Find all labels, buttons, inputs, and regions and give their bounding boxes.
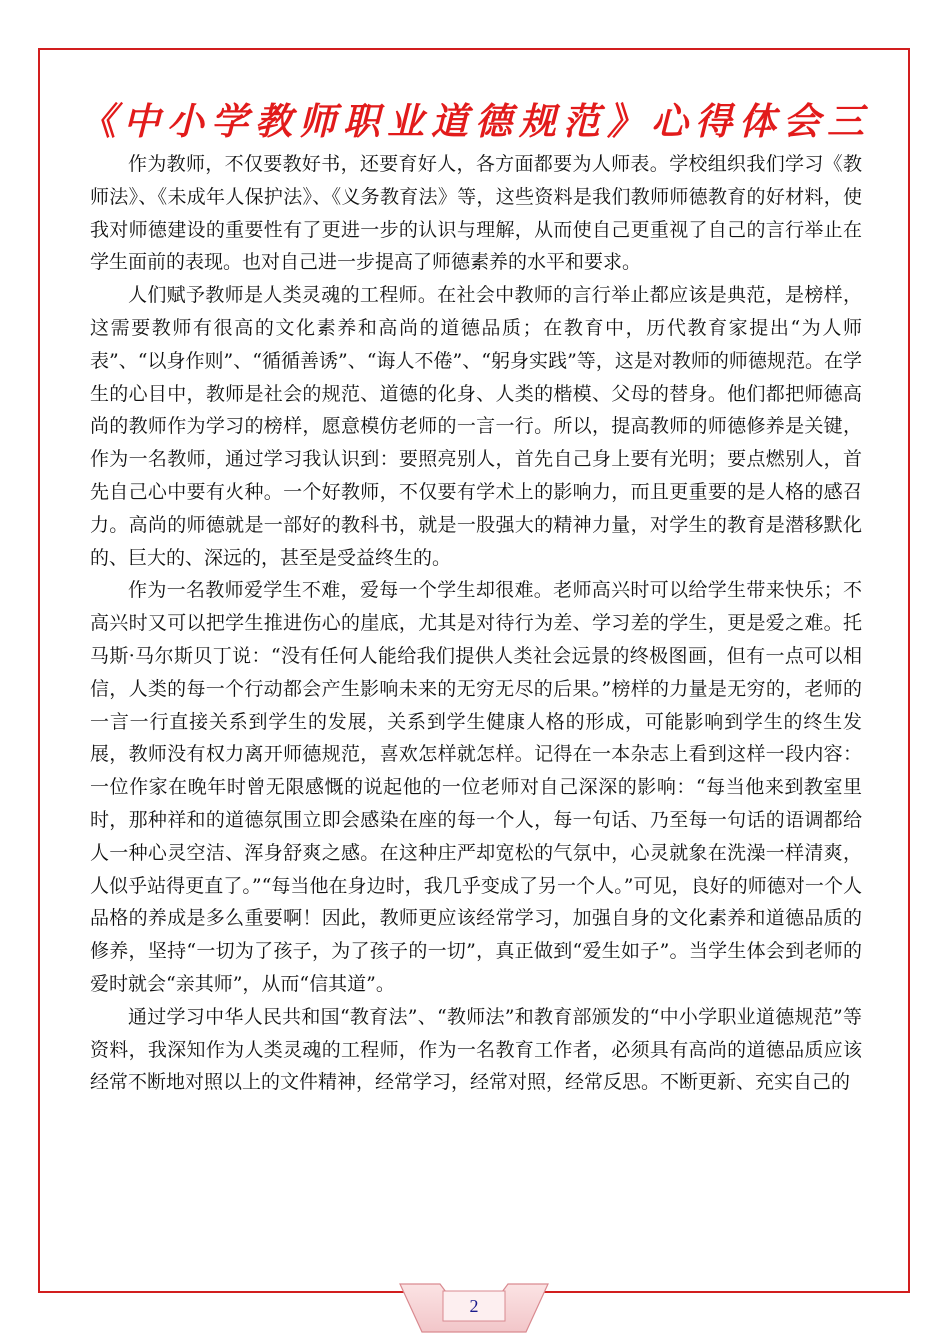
paragraph-2: 人们赋予教师是人类灵魂的工程师。在社会中教师的言行举止都应该是典范，是榜样，这需要教师有很高的文化素养和高尚的道德品质；在教育中，历代教育家提出“为人师表”、“以身作则”、“循循善诱”、“诲人不倦”、“躬身实践”等，这是对教师的师德规范。在学生的心目中，教师是社会的规范、道德的化身、人类的楷模、父母的替身。他们都把师德高尚的教师作为学习的榜样，愿意模仿老师的一言一行。所以，提高教师的师德修养是关键，作为一名教师，通过学习我认识到：要照亮别人，首先自己身上要有光明；要点燃别人，首先自己心中要有火种。一个好教师，不仅要有学术上的影响力，而且更重要的是人格的感召力。高尚的师德就是一部好的教科书，就是一股强大的精神力量，对学生的教育是潜移默化的、巨大的、深远的，甚至是受益终生的。 [90,284,862,569]
paragraph-1: 作为教师，不仅要教好书，还要育好人，各方面都要为人师表。学校组织我们学习《教师法》、《未成年人保护法》、《义务教育法》等，这些资料是我们教师师德教育的好材料，使我对师德建设的重要性有了更进一步的认识与理解，从而使自己更重视了自己的言行举止在学生面前的表现。也对自己进一步提高了师德素养的水平和要求。 [90,153,862,274]
page-number: 2 [469,1296,479,1316]
document-body [90,148,862,1099]
paragraph-4: 通过学习中华人民共和国“教育法”、“教师法”和教育部颁发的“中小学职业道德规范”等资料，我深知作为人类灵魂的工程师，作为一名教育工作者，必须具有高尚的道德品质应该经常不断地对照以上的文件精神，经常学习，经常对照，经常反思。不断更新、充实自己的 [90,1005,862,1094]
document-title: 《中小学教师职业道德规范》心得体会三 [79,99,871,143]
paragraph-3: 作为一名教师爱学生不难，爱每一个学生却很难。老师高兴时可以给学生带来快乐；不高兴时又可以把学生推进伤心的崖底，尤其是对待行为差、学习差的学生，更是爱之难。托马斯·马尔斯贝丁说：“没有任何人能给我们提供人类社会远景的终极图画，但有一点可以相信，人类的每一个行动都会产生影响未来的无穷无尽的后果。”榜样的力量是无穷的，老师的一言一行直接关系到学生的发展，关系到学生健康人格的形成，可能影响到学生的终生发展，教师没有权力离开师德规范，喜欢怎样就怎样。记得在一本杂志上看到这样一段内容：一位作家在晚年时曾无限感慨的说起他的一位老师对自己深深的影响：“每当他来到教室里时，那种祥和的道德氛围立即会感染在座的每一个人，每一句话、乃至每一句话的语调都给人一种心灵空洁、浑身舒爽之感。在这种庄严却宽松的气氛中，心灵就象在洗澡一样清爽，人似乎站得更直了。”“每当他在身边时，我几乎变成了另一个人。”可见，良好的师德对一个人品格的养成是多么重要啊！因此，教师更应该经常学习，加强自身的文化素养和道德品质的修养，坚持“一切为了孩子，为了孩子的一切”，真正做到“爱生如子”。当学生体会到老师的爱时就会“亲其师”，从而“信其道”。 [90,579,862,995]
